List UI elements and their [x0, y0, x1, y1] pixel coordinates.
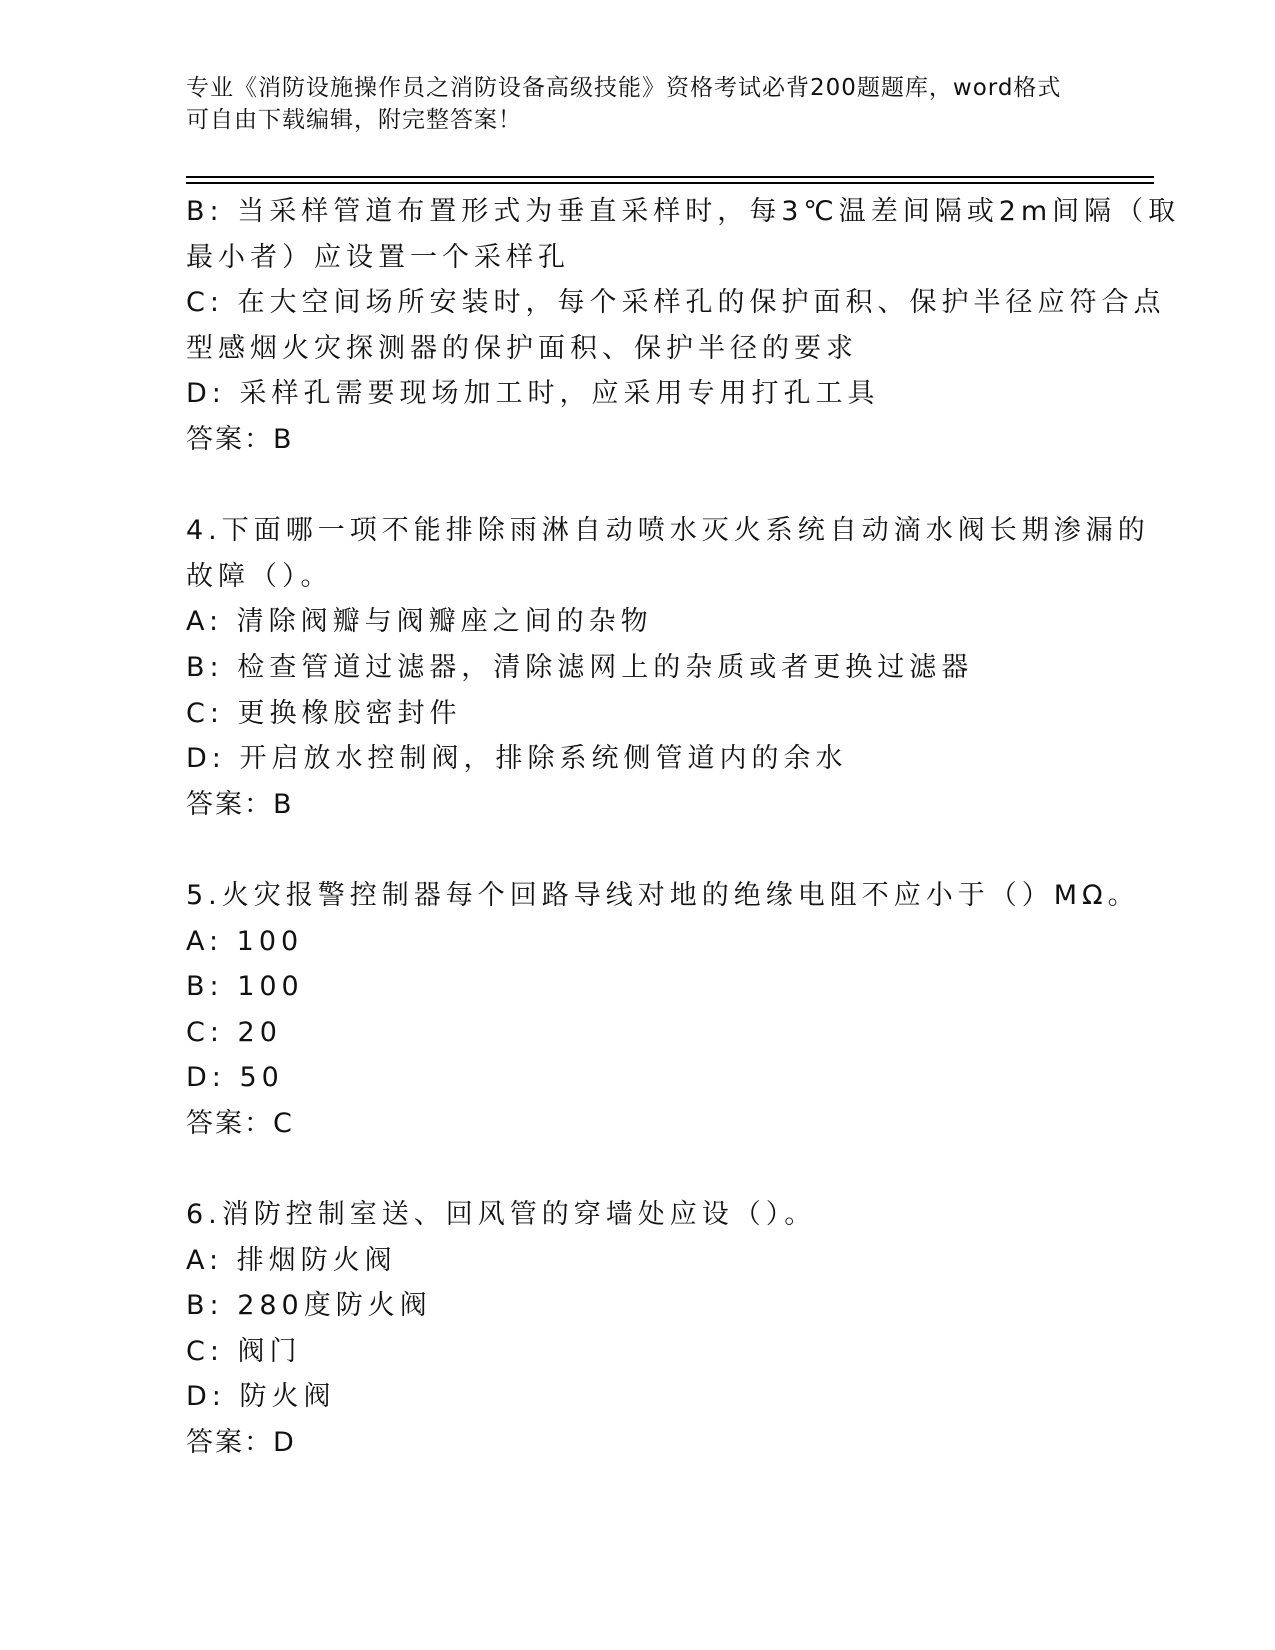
- question-block-5: [186, 873, 1140, 1147]
- option-a: A: 排烟防火阀: [186, 1244, 397, 1276]
- header-rule-bottom: [186, 182, 1154, 184]
- question-block-4: [186, 508, 1150, 827]
- option-c-line-1: C: 在大空间场所安装时，每个采样孔的保护面积、保护半径应符合点: [186, 287, 1166, 319]
- option-d: D: 开启放水控制阀，排除系统侧管道内的余水: [186, 743, 848, 775]
- answer-label: 答案：B: [186, 788, 294, 820]
- question-block-3: [186, 189, 1181, 463]
- option-d: D: 防火阀: [186, 1381, 336, 1413]
- answer-label: 答案：C: [186, 1107, 294, 1139]
- option-d: D: 采样孔需要现场加工时，应采用专用打孔工具: [186, 378, 880, 410]
- option-b-line-1: B: 当采样管道布置形式为垂直采样时，每3℃温差间隔或2m间隔（取: [186, 196, 1181, 227]
- spacer: [186, 827, 1086, 873]
- spacer: [186, 1146, 1086, 1192]
- document-header: 专业《消防设施操作员之消防设备高级技能》资格考试必背200题题库，word格式可自由下载编辑，附完整答案！: [186, 75, 1062, 133]
- question-block-6: [186, 1192, 1086, 1466]
- option-b: B: 280度防火阀: [186, 1290, 432, 1322]
- option-c-line-2: 型感烟火灾探测器的保护面积、保护半径的要求: [186, 332, 858, 364]
- question-list: [186, 189, 1181, 1466]
- answer-label: 答案：B: [186, 423, 294, 455]
- option-c: C: 更换橡胶密封件: [186, 697, 462, 729]
- option-c: C: 20: [186, 1016, 282, 1048]
- answer-label: 答案：D: [186, 1427, 296, 1459]
- question-stem: 5.火灾报警控制器每个回路导线对地的绝缘电阻不应小于（）MΩ。: [186, 879, 1140, 911]
- option-b: B: 检查管道过滤器，清除滤网上的杂质或者更换过滤器: [186, 651, 974, 683]
- option-a: A: 清除阀瓣与阀瓣座之间的杂物: [186, 606, 653, 638]
- question-stem-line-1: 4.下面哪一项不能排除雨淋自动喷水灭火系统自动滴水阀长期渗漏的: [186, 515, 1150, 547]
- option-c: C: 阀门: [186, 1335, 302, 1367]
- option-b: B: 100: [186, 971, 304, 1003]
- option-a: A: 100: [186, 925, 304, 957]
- question-stem: 6.消防控制室送、回风管的穿墙处应设（）。: [186, 1199, 817, 1231]
- header-rule-top: [186, 176, 1154, 178]
- option-d: D: 50: [186, 1062, 284, 1094]
- option-b-line-2: 最小者）应设置一个采样孔: [186, 241, 570, 273]
- spacer: [186, 463, 1086, 509]
- question-stem-line-2: 故障（）。: [186, 560, 333, 592]
